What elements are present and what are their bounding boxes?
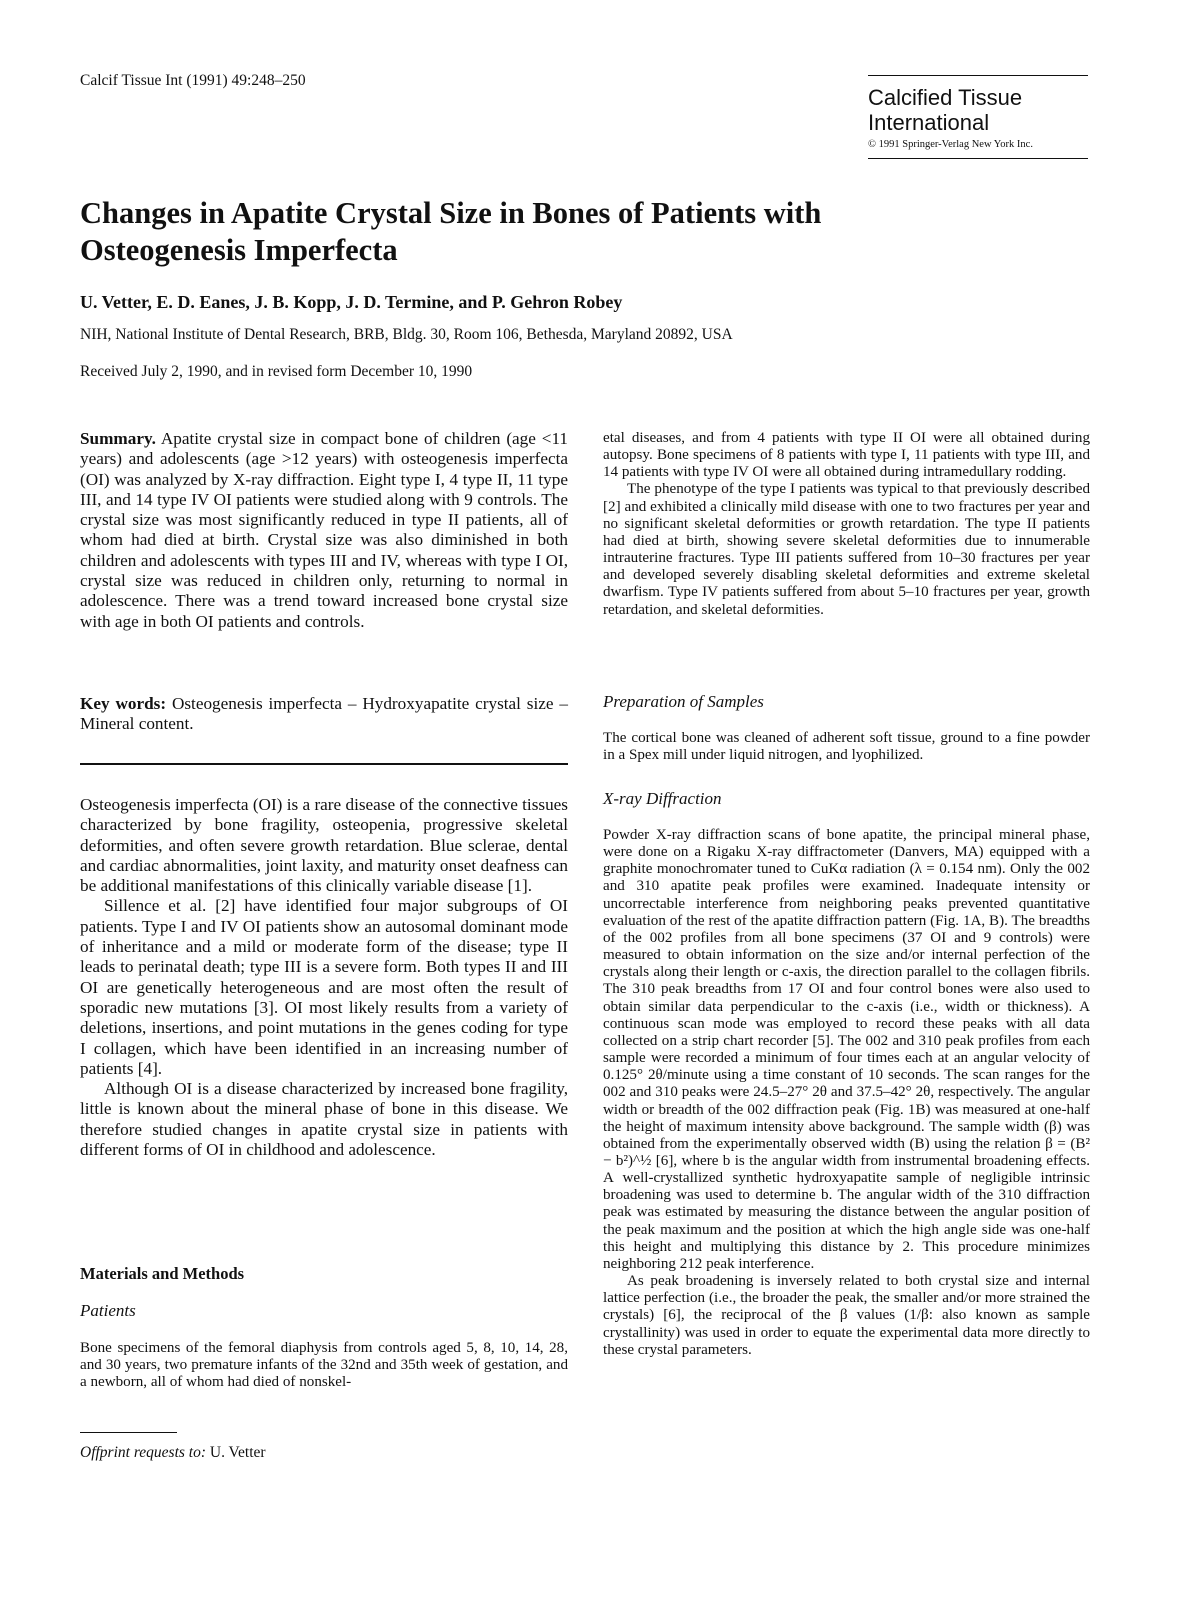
received-date: Received July 2, 1990, and in revised form December 10, 1990 bbox=[80, 363, 473, 380]
article-title: Changes in Apatite Crystal Size in Bones of Patients with Osteogenesis Imperfecta bbox=[80, 196, 822, 267]
masthead-top-rule bbox=[868, 75, 1088, 76]
masthead-bottom-rule bbox=[868, 158, 1088, 159]
offprint-footnote bbox=[80, 1444, 266, 1462]
patients-paragraph-2: The phenotype of the type I patients was typical to that previously described [2] and exhibited a clinically mild disease with one to two fractures per year and no significant skeletal deformities or growth retardation. The type II patients had died at birth, showing severe skeletal deformities due to innumerable intrauterine fractures. Type III patients suffered from 10–30 fractures per year and developed severely disabling skeletal deformities and extreme skeletal dwarfism. Type IV patients suffered from about 5–10 fractures per year, growth retardation, and skeletal deformities. bbox=[603, 481, 1090, 618]
footnote-name: U. Vetter bbox=[206, 1444, 266, 1461]
patients-text-right bbox=[603, 430, 1090, 619]
introduction bbox=[80, 795, 568, 1160]
summary-text: Apatite crystal size in compact bone of children (age <11 years) and adolescents (age >12 years) with osteogenesis imperfecta (OI) was analyzed by X-ray diffraction. Eight type I, 4 type II, 11 type III, and 14 type IV OI patients were studied along with 9 controls. The crystal size was most significantly reduced in type II patients, all of whom had died at birth. Crystal size was also diminished in both children and adolescents with types III and IV, whereas with type I OI, crystal size was reduced in children only, returning to normal in adolescence. There was a trend toward increased bone crystal size with age in both OI patients and controls. bbox=[80, 429, 568, 631]
keywords-paragraph bbox=[80, 694, 568, 735]
summary-paragraph bbox=[80, 429, 568, 632]
author-affiliation: NIH, National Institute of Dental Research, BRB, Bldg. 30, Room 106, Bethesda, Maryland 20892, USA bbox=[80, 326, 733, 343]
xray-paragraph-2: As peak broadening is inversely related to both crystal size and internal lattice perfection (i.e., the broader the peak, the smaller and/or more strained the crystals) [6], the reciprocal of the β values (1/β: also known as sample crystallinity) was used in order to equate the experimental data more directly to these crystal parameters. bbox=[603, 1273, 1090, 1358]
preparation-paragraph: The cortical bone was cleaned of adherent soft tissue, ground to a fine powder in a Spex mill under liquid nitrogen, and lyophilized. bbox=[603, 730, 1090, 764]
patients-paragraph-1-start: Bone specimens of the femoral diaphysis from controls aged 5, 8, 10, 14, 28, and 30 years, two premature infants of the 32nd and 35th week of gestation, and a newborn, all of whom had died of nonskel- bbox=[80, 1340, 568, 1391]
xray-heading: X-ray Diffraction bbox=[603, 789, 722, 808]
intro-paragraph-3: Although OI is a disease characterized by increased bone fragility, little is known about the mineral phase of bone in this disease. We therefore studied changes in apatite crystal size in patients with different forms of OI in childhood and adolescence. bbox=[80, 1079, 568, 1160]
patients-paragraph-1-end: etal diseases, and from 4 patients with type II OI were all obtained during autopsy. Bone specimens of 8 patients with type I, 11 patients with type III, and 14 patients with type IV OI were all obtained during intramedullary rodding. bbox=[603, 430, 1090, 481]
preparation-heading: Preparation of Samples bbox=[603, 692, 764, 711]
keywords-text: Osteogenesis imperfecta – Hydroxyapatite crystal size – Mineral content. bbox=[80, 694, 568, 734]
intro-paragraph-2: Sillence et al. [2] have identified four major subgroups of OI patients. Type I and IV OI patients show an autosomal dominant mode of inheritance and a mild or moderate form of the disease; type II leads to perinatal death; type III is a severe form. Both types II and III OI are genetically heterogeneous and are most often the result of sporadic new mutations [3]. OI most likely results from a variety of deletions, insertions, and point mutations in the genes coding for type I collagen, which have been identified in an increasing number of patients [4]. bbox=[80, 896, 568, 1078]
abstract-divider bbox=[80, 763, 568, 765]
journal-name: Calcified Tissue International bbox=[868, 85, 1023, 135]
summary-label: Summary. bbox=[80, 429, 156, 448]
xray-text bbox=[603, 827, 1090, 1359]
materials-methods-heading: Materials and Methods bbox=[80, 1264, 245, 1283]
article-authors: U. Vetter, E. D. Eanes, J. B. Kopp, J. D. Termine, and P. Gehron Robey bbox=[80, 292, 623, 312]
patients-text-left bbox=[80, 1340, 568, 1391]
footnote-rule bbox=[80, 1432, 177, 1433]
keywords-label: Key words: bbox=[80, 694, 167, 713]
footnote-label: Offprint requests to: bbox=[80, 1444, 207, 1461]
copyright-notice: © 1991 Springer-Verlag New York Inc. bbox=[868, 139, 1033, 150]
patients-heading: Patients bbox=[80, 1301, 136, 1320]
intro-paragraph-1: Osteogenesis imperfecta (OI) is a rare disease of the connective tissues characterized by bone fragility, osteopenia, progressive skeletal deformities, and often severe growth retardation. Blue sclerae, dental and cardiac abnormalities, joint laxity, and maturity onset deafness can be additional manifestations of this clinically variable disease [1]. bbox=[80, 795, 568, 896]
xray-paragraph-1: Powder X-ray diffraction scans of bone apatite, the principal mineral phase, were done on a Rigaku X-ray diffractometer (Danvers, MA) equipped with a graphite monochromater tuned to CuKα radiation (λ = 0.154 nm). Only the 002 and 310 apatite peak profiles were examined. Inadequate intensity or uncorrectable interference from neighboring peaks prevented quantitative evaluation of the rest of the apatite diffraction pattern (Fig. 1A, B). The breadths of the 002 profiles from all bone specimens (37 OI and 9 controls) were measured to obtain information on the size and/or internal perfection of the crystals along their length or c-axis, the direction parallel to the collagen fibrils. The 310 peak breadths from 17 OI and four control bones were also used to obtain similar data perpendicular to the c-axis (i.e., width or thickness). A continuous scan mode was employed to record these peaks with all data collected on a strip chart recorder [5]. The 002 and 310 peak profiles from each sample were recorded a minimum of four times each at an angular velocity of 0.125° 2θ/minute using a time constant of 10 seconds. The scan ranges for the 002 and 310 peaks were 24.5–27° 2θ and 37.5–42° 2θ, respectively. The angular width or breadth of the 002 diffraction peak (Fig. 1B) was measured at one-half the height of maximum intensity above background. The sample width (β) was obtained from the experimentally observed width (B) using the relation β = (B² − b²)^½ [6], where b is the angular width from instrumental broadening effects. A well-crystallized synthetic hydroxyapatite sample of negligible intrinsic broadening was used to determine b. The angular width of the 310 diffraction peak was estimated by measuring the distance between the angular position of the peak maximum and the position at which the high angle side was one-half this height and multiplying this distance by 2. This procedure minimizes neighboring 212 peak interference. bbox=[603, 827, 1090, 1272]
journal-citation: Calcif Tissue Int (1991) 49:248–250 bbox=[80, 72, 306, 89]
journal-masthead bbox=[868, 75, 1088, 159]
